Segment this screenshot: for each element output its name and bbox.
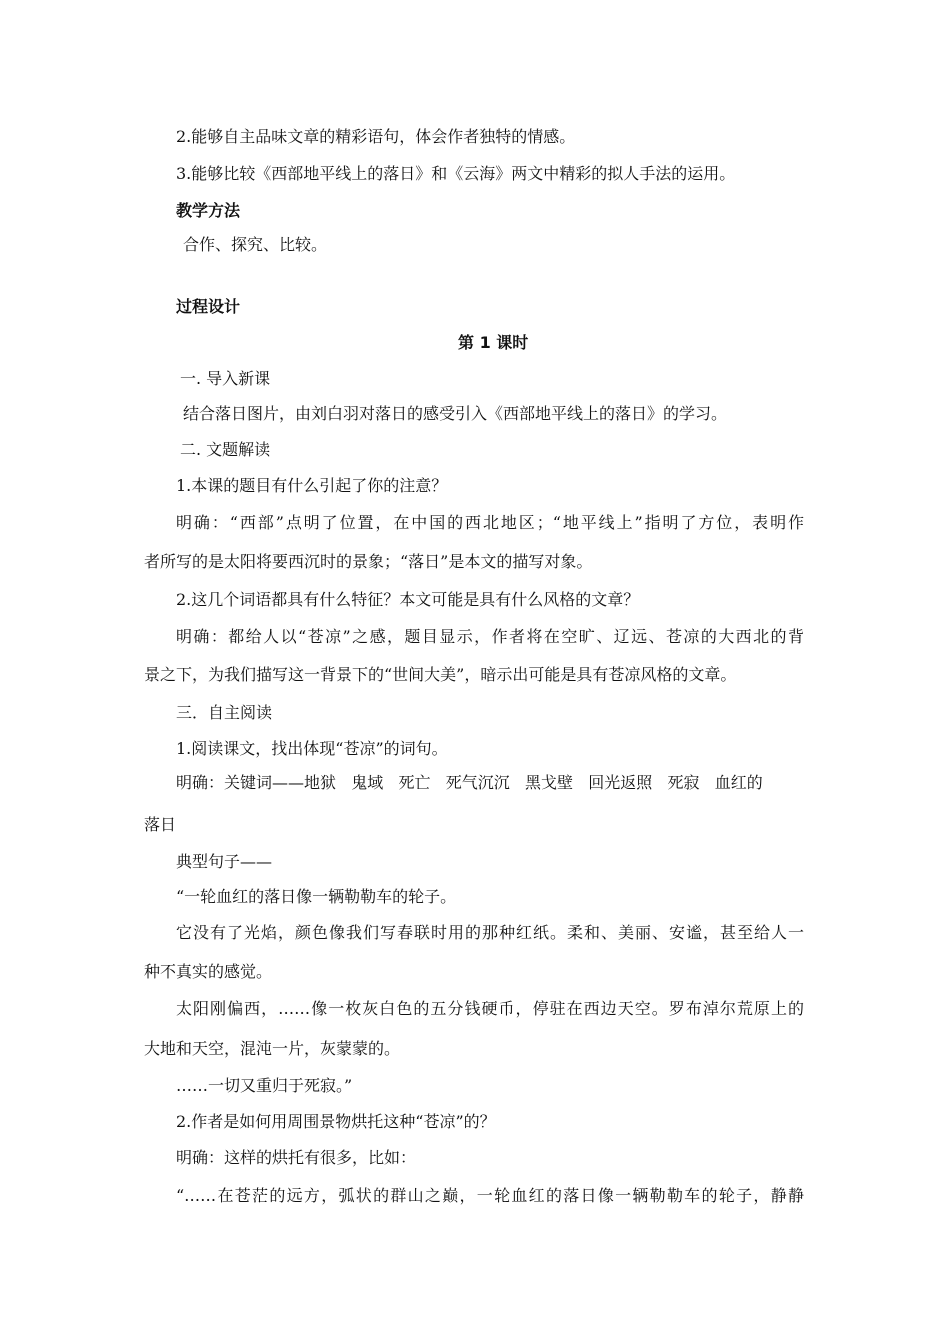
quote-2-line-2: 种不真实的感觉。 [144, 962, 273, 981]
section-2-heading: 二. 文题解读 [180, 440, 271, 459]
quote-1: “一轮血红的落日像一辆勒勒车的轮子。 [176, 887, 457, 906]
answer-3-line-2: 落日 [144, 815, 177, 834]
quote-2-line-1: 它没有了光焰，颜色像我们写春联时用的那种红纸。柔和、美丽、安谧，甚至给人一 [176, 923, 804, 942]
question-1: 1.本课的题目有什么引起了你的注意？ [176, 476, 448, 495]
section-1-text: 结合落日图片，由刘白羽对落日的感受引入《西部地平线上的落日》的学习。 [183, 404, 728, 423]
process-heading: 过程设计 [176, 297, 241, 316]
answer-2-line-1: 明确：都给人以“苍凉”之感，题目显示，作者将在空旷、辽远、苍凉的大西北的背 [176, 627, 804, 646]
quote-3-line-1: 太阳刚偏西，……像一枚灰白色的五分钱硬币，停驻在西边天空。罗布淖尔荒原上的 [176, 999, 804, 1018]
answer-4: 明确：这样的烘托有很多，比如： [176, 1148, 417, 1167]
objective-3: 3.能够比较《西部地平线上的落日》和《云海》两文中精彩的拟人手法的运用。 [176, 164, 736, 183]
section-1-heading: 一. 导入新课 [180, 369, 271, 388]
method-text: 合作、探究、比较。 [183, 235, 328, 254]
objective-2: 2.能够自主品味文章的精彩语句，体会作者独特的情感。 [176, 127, 576, 146]
answer-3-line-1: 明确：关键词——地狱 鬼域 死亡 死气沉沉 黑戈壁 回光返照 死寂 血红的 [176, 773, 763, 792]
question-4: 2.作者是如何用周围景物烘托这种“苍凉”的？ [176, 1112, 496, 1131]
lesson-title: 第 1 课时 [458, 333, 529, 352]
answer-4-quote: “……在苍茫的远方，弧状的群山之巅，一轮血红的落日像一辆勒勒车的轮子，静静 [176, 1186, 804, 1205]
question-2: 2.这几个词语都具有什么特征？本文可能是具有什么风格的文章？ [176, 590, 640, 609]
answer-2-line-2: 景之下，为我们描写这一背景下的“世间大美”，暗示出可能是具有苍凉风格的文章。 [144, 665, 737, 684]
method-heading: 教学方法 [176, 201, 241, 220]
question-3: 1.阅读课文，找出体现“苍凉”的词句。 [176, 739, 448, 758]
section-3-heading: 三．自主阅读 [176, 703, 273, 722]
quote-4: ……一切又重归于死寂。” [176, 1076, 353, 1095]
answer-1-line-1: 明确：“西部”点明了位置，在中国的西北地区；“地平线上”指明了方位，表明作 [176, 513, 804, 532]
answer-1-line-2: 者所写的是太阳将要西沉时的景象；“落日”是本文的描写对象。 [144, 552, 593, 571]
typical-sentences-label: 典型句子—— [176, 852, 273, 871]
quote-3-line-2: 大地和天空，混沌一片，灰蒙蒙的。 [144, 1039, 401, 1058]
